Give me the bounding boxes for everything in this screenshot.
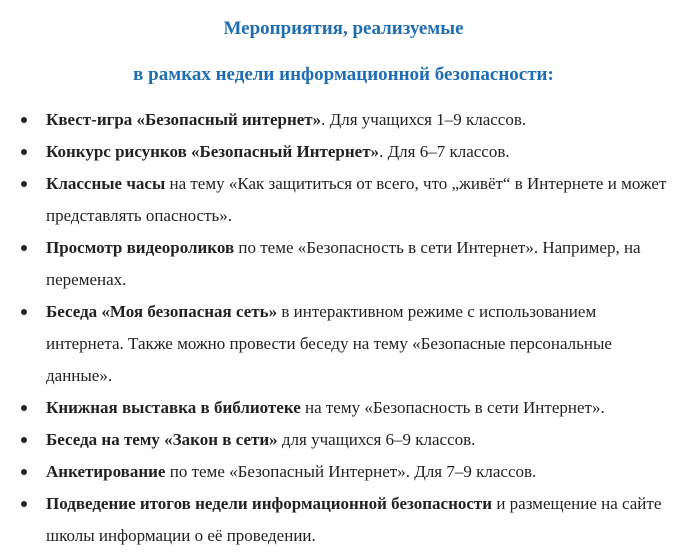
item-title: Конкурс рисунков «Безопасный Интернет»: [46, 142, 380, 161]
item-text: по теме «Безопасность в сети Интернет». Например, на переменах.: [46, 238, 641, 289]
list-item: [0, 136, 687, 168]
bullet-icon: [21, 149, 27, 155]
item-title: Беседа на тему «Закон в сети»: [46, 430, 278, 449]
list-item: [0, 392, 687, 424]
item-text: на тему «Безопасность в сети Интернет».: [300, 398, 605, 417]
item-text: для учащихся 6–9 классов.: [277, 430, 476, 449]
item-text: на тему «Как защититься от всего, что „живёт“ в Интернете и может представлять опасность».: [46, 174, 667, 225]
item-text: по теме «Безопасный Интернет». Для 7–9 классов.: [165, 462, 537, 481]
item-title: Квест-игра «Безопасный интернет»: [46, 110, 322, 129]
bullet-icon: [21, 405, 27, 411]
events-list: [0, 104, 687, 552]
bullet-icon: [21, 501, 27, 507]
bullet-icon: [21, 181, 27, 187]
list-item: [0, 456, 687, 488]
page-title-line-2: в рамках недели информационной безопасности:: [133, 64, 554, 85]
item-text: и размещение на сайте школы информации о её проведении.: [46, 494, 662, 545]
item-text: в интерактивном режиме с использованием интернета. Также можно провести беседу на тему «Безопасные персональные данные».: [46, 302, 612, 385]
bullet-icon: [21, 117, 27, 123]
bullet-icon: [21, 245, 27, 251]
list-item: [0, 296, 687, 392]
item-title: Книжная выставка в библиотеке: [46, 398, 301, 417]
item-text: . Для 6–7 классов.: [379, 142, 510, 161]
bullet-icon: [21, 469, 27, 475]
item-title: Классные часы: [46, 174, 166, 193]
item-title: Анкетирование: [46, 462, 166, 481]
item-text: . Для учащихся 1–9 классов.: [321, 110, 527, 129]
item-title: Беседа «Моя безопасная сеть»: [46, 302, 278, 321]
bullet-icon: [21, 437, 27, 443]
list-item: [0, 168, 687, 232]
list-item: [0, 232, 687, 296]
bullet-icon: [21, 309, 27, 315]
item-title: Подведение итогов недели информационной безопасности: [46, 494, 493, 513]
page-title-line-1: Мероприятия, реализуемые: [223, 18, 464, 39]
list-item: [0, 488, 687, 552]
item-title: Просмотр видеороликов: [46, 238, 235, 257]
list-item: [0, 424, 687, 456]
list-item: [0, 104, 687, 136]
